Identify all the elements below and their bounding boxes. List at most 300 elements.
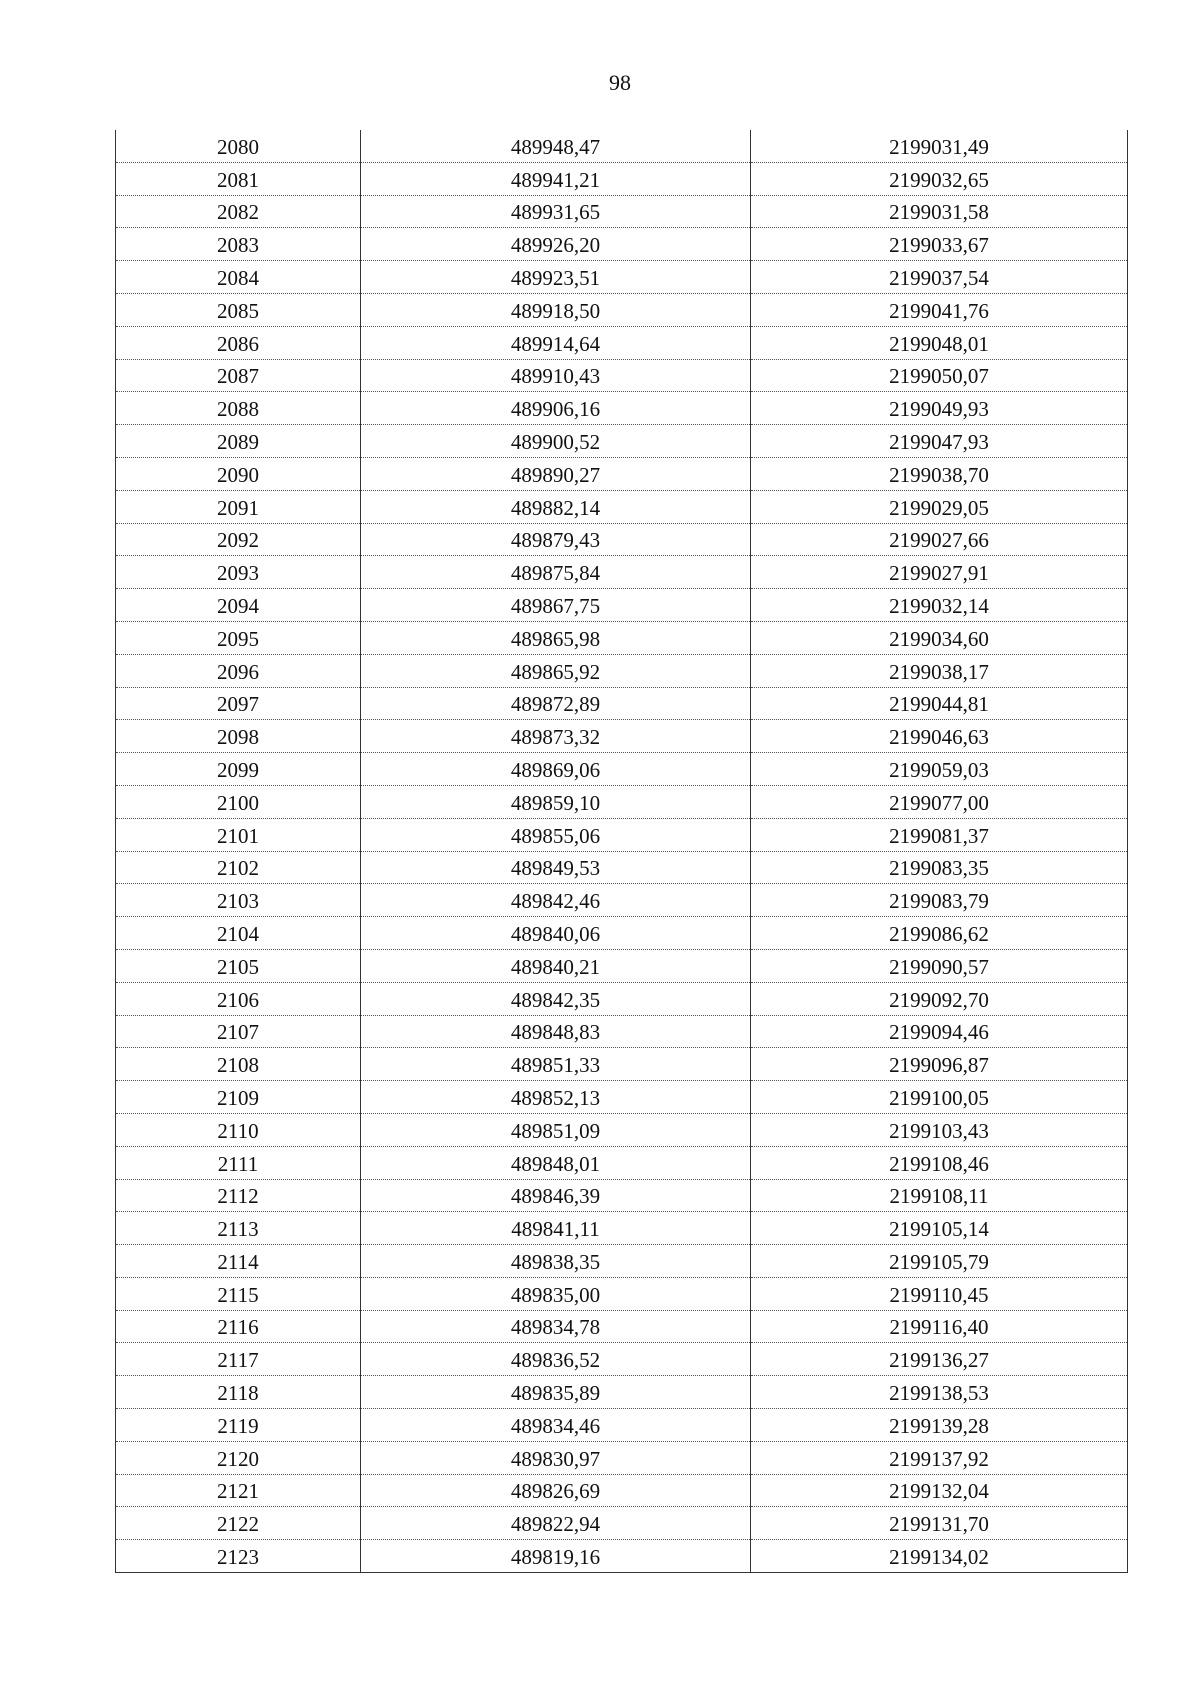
cell-text: 489848,01	[510, 1151, 601, 1176]
cell-text: 2122	[217, 1512, 259, 1537]
y-coordinate-cell	[751, 654, 1128, 687]
cell-text: 2199034,60	[889, 626, 989, 651]
cell-text: 2199083,79	[889, 889, 989, 914]
point-number-cell	[116, 1113, 361, 1146]
point-number-cell	[116, 359, 361, 392]
point-number-cell	[116, 1310, 361, 1343]
cell-text: 489852,13	[510, 1085, 601, 1110]
x-coordinate-cell	[361, 457, 751, 490]
x-coordinate-cell	[361, 982, 751, 1015]
cell-text: 489910,43	[510, 364, 601, 389]
cell-text: 489914,64	[510, 331, 601, 356]
x-coordinate-cell	[361, 1048, 751, 1081]
cell-text: 2098	[217, 725, 259, 750]
table-row	[116, 753, 1128, 786]
cell-text: 2199037,54	[889, 265, 989, 290]
point-number-cell	[116, 949, 361, 982]
y-coordinate-cell	[751, 851, 1128, 884]
cell-text: 2199044,81	[889, 692, 989, 717]
cell-text: 489948,47	[510, 134, 601, 159]
cell-text: 489834,78	[510, 1315, 601, 1340]
cell-text: 2095	[217, 626, 259, 651]
cell-text: 2080	[217, 134, 259, 159]
y-coordinate-cell	[751, 1245, 1128, 1278]
cell-text: 2118	[217, 1381, 259, 1406]
table-row	[116, 917, 1128, 950]
cell-text: 489851,09	[510, 1118, 601, 1143]
cell-text: 2199138,53	[889, 1381, 989, 1406]
table-row	[116, 1179, 1128, 1212]
cell-text: 2083	[217, 233, 259, 258]
cell-text: 2101	[217, 823, 259, 848]
x-coordinate-cell	[361, 1540, 751, 1573]
cell-text: 489841,11	[511, 1217, 600, 1242]
y-coordinate-cell	[751, 195, 1128, 228]
cell-text: 2199032,65	[889, 167, 989, 192]
cell-text: 2199046,63	[889, 725, 989, 750]
cell-text: 2099	[217, 757, 259, 782]
cell-text: 2111	[217, 1151, 259, 1176]
cell-text: 489851,33	[510, 1053, 601, 1078]
table-row	[116, 195, 1128, 228]
point-number-cell	[116, 326, 361, 359]
table-row	[116, 1146, 1128, 1179]
table-row	[116, 1245, 1128, 1278]
y-coordinate-cell	[751, 556, 1128, 589]
cell-text: 2199137,92	[889, 1446, 989, 1471]
cell-text: 2102	[217, 856, 259, 881]
cell-text: 2199083,35	[889, 856, 989, 881]
y-coordinate-cell	[751, 326, 1128, 359]
y-coordinate-cell	[751, 818, 1128, 851]
point-number-cell	[116, 720, 361, 753]
y-coordinate-cell	[751, 1113, 1128, 1146]
x-coordinate-cell	[361, 1409, 751, 1442]
cell-text: 2085	[217, 298, 259, 323]
cell-text: 2089	[217, 429, 259, 454]
table-row	[116, 425, 1128, 458]
table-row	[116, 1409, 1128, 1442]
cell-text: 489846,39	[510, 1184, 601, 1209]
cell-text: 2120	[217, 1446, 259, 1471]
point-number-cell	[116, 753, 361, 786]
point-number-cell	[116, 1474, 361, 1507]
cell-text: 2199105,14	[889, 1217, 989, 1242]
y-coordinate-cell	[751, 1310, 1128, 1343]
cell-text: 489879,43	[510, 528, 601, 553]
table-row	[116, 162, 1128, 195]
y-coordinate-cell	[751, 589, 1128, 622]
cell-text: 2107	[217, 1020, 259, 1045]
point-number-cell	[116, 1507, 361, 1540]
cell-text: 489842,46	[510, 889, 601, 914]
y-coordinate-cell	[751, 884, 1128, 917]
point-number-cell	[116, 392, 361, 425]
page-number: 98	[609, 70, 631, 95]
cell-text: 2199031,49	[889, 134, 989, 159]
cell-text: 489848,83	[510, 1020, 601, 1045]
cell-text: 489875,84	[510, 561, 601, 586]
point-number-cell	[116, 1146, 361, 1179]
table-row	[116, 326, 1128, 359]
x-coordinate-cell	[361, 949, 751, 982]
y-coordinate-cell	[751, 982, 1128, 1015]
x-coordinate-cell	[361, 261, 751, 294]
cell-text: 2116	[217, 1315, 259, 1340]
cell-text: 2199050,07	[889, 364, 989, 389]
cell-text: 489838,35	[510, 1249, 601, 1274]
x-coordinate-cell	[361, 523, 751, 556]
cell-text: 2199086,62	[889, 921, 989, 946]
cell-text: 489906,16	[510, 397, 601, 422]
x-coordinate-cell	[361, 785, 751, 818]
cell-text: 2199031,58	[889, 200, 989, 225]
table-row	[116, 720, 1128, 753]
table-row	[116, 490, 1128, 523]
point-number-cell	[116, 490, 361, 523]
cell-text: 2199032,14	[889, 593, 989, 618]
x-coordinate-cell	[361, 884, 751, 917]
x-coordinate-cell	[361, 1212, 751, 1245]
cell-text: 2199116,40	[889, 1315, 989, 1340]
point-number-cell	[116, 261, 361, 294]
y-coordinate-cell	[751, 490, 1128, 523]
cell-text: 2119	[217, 1413, 259, 1438]
cell-text: 489835,89	[510, 1381, 601, 1406]
cell-text: 2199108,46	[889, 1151, 989, 1176]
y-coordinate-cell	[751, 293, 1128, 326]
x-coordinate-cell	[361, 130, 751, 162]
point-number-cell	[116, 523, 361, 556]
cell-text: 2113	[217, 1217, 259, 1242]
cell-text: 2199103,43	[889, 1118, 989, 1143]
cell-text: 2097	[217, 692, 259, 717]
cell-text: 2104	[217, 921, 259, 946]
cell-text: 489865,92	[510, 659, 601, 684]
y-coordinate-cell	[751, 261, 1128, 294]
point-number-cell	[116, 1409, 361, 1442]
point-number-cell	[116, 917, 361, 950]
cell-text: 489869,06	[510, 757, 601, 782]
table-row	[116, 1343, 1128, 1376]
y-coordinate-cell	[751, 1474, 1128, 1507]
cell-text: 2108	[217, 1053, 259, 1078]
x-coordinate-cell	[361, 1507, 751, 1540]
table-row	[116, 228, 1128, 261]
table-row	[116, 457, 1128, 490]
cell-text: 2199077,00	[889, 790, 989, 815]
cell-text: 489873,32	[510, 725, 601, 750]
point-number-cell	[116, 851, 361, 884]
table-row	[116, 1441, 1128, 1474]
cell-text: 2199105,79	[889, 1249, 989, 1274]
x-coordinate-cell	[361, 917, 751, 950]
cell-text: 2199027,66	[889, 528, 989, 553]
y-coordinate-cell	[751, 359, 1128, 392]
x-coordinate-cell	[361, 392, 751, 425]
table-row	[116, 293, 1128, 326]
table-row	[116, 851, 1128, 884]
cell-text: 489822,94	[510, 1512, 601, 1537]
cell-text: 489859,10	[510, 790, 601, 815]
cell-text: 2096	[217, 659, 259, 684]
point-number-cell	[116, 982, 361, 1015]
cell-text: 2103	[217, 889, 259, 914]
cell-text: 489931,65	[510, 200, 601, 225]
x-coordinate-cell	[361, 556, 751, 589]
x-coordinate-cell	[361, 1376, 751, 1409]
cell-text: 489900,52	[510, 429, 601, 454]
y-coordinate-cell	[751, 949, 1128, 982]
y-coordinate-cell	[751, 1507, 1128, 1540]
coordinates-table-body	[116, 130, 1128, 1573]
point-number-cell	[116, 130, 361, 162]
x-coordinate-cell	[361, 1343, 751, 1376]
x-coordinate-cell	[361, 293, 751, 326]
cell-text: 2088	[217, 397, 259, 422]
y-coordinate-cell	[751, 457, 1128, 490]
x-coordinate-cell	[361, 425, 751, 458]
cell-text: 489865,98	[510, 626, 601, 651]
cell-text: 489882,14	[510, 495, 601, 520]
x-coordinate-cell	[361, 654, 751, 687]
cell-text: 2199047,93	[889, 429, 989, 454]
cell-text: 489840,06	[510, 921, 601, 946]
cell-text: 2121	[217, 1479, 259, 1504]
point-number-cell	[116, 195, 361, 228]
cell-text: 2199038,17	[889, 659, 989, 684]
cell-text: 489819,16	[510, 1545, 601, 1570]
table-row	[116, 949, 1128, 982]
x-coordinate-cell	[361, 195, 751, 228]
cell-text: 2082	[217, 200, 259, 225]
cell-text: 2199090,57	[889, 954, 989, 979]
cell-text: 489855,06	[510, 823, 601, 848]
y-coordinate-cell	[751, 425, 1128, 458]
x-coordinate-cell	[361, 326, 751, 359]
y-coordinate-cell	[751, 1540, 1128, 1573]
cell-text: 2112	[217, 1184, 259, 1209]
cell-text: 2199048,01	[889, 331, 989, 356]
point-number-cell	[116, 1179, 361, 1212]
table-row	[116, 884, 1128, 917]
x-coordinate-cell	[361, 818, 751, 851]
point-number-cell	[116, 1015, 361, 1048]
table-row	[116, 392, 1128, 425]
cell-text: 2086	[217, 331, 259, 356]
point-number-cell	[116, 785, 361, 818]
cell-text: 2094	[217, 593, 259, 618]
y-coordinate-cell	[751, 228, 1128, 261]
cell-text: 2199108,11	[889, 1184, 989, 1209]
cell-text: 2091	[217, 495, 259, 520]
y-coordinate-cell	[751, 1212, 1128, 1245]
cell-text: 489834,46	[510, 1413, 601, 1438]
cell-text: 489842,35	[510, 987, 601, 1012]
cell-text: 489840,21	[510, 954, 601, 979]
point-number-cell	[116, 556, 361, 589]
cell-text: 2199049,93	[889, 397, 989, 422]
x-coordinate-cell	[361, 1277, 751, 1310]
cell-text: 2100	[217, 790, 259, 815]
y-coordinate-cell	[751, 720, 1128, 753]
cell-text: 2115	[217, 1282, 259, 1307]
cell-text: 2081	[217, 167, 259, 192]
y-coordinate-cell	[751, 687, 1128, 720]
table-row	[116, 1540, 1128, 1573]
x-coordinate-cell	[361, 1146, 751, 1179]
table-row	[116, 1113, 1128, 1146]
table-row	[116, 621, 1128, 654]
y-coordinate-cell	[751, 1081, 1128, 1114]
table-row	[116, 556, 1128, 589]
point-number-cell	[116, 457, 361, 490]
x-coordinate-cell	[361, 589, 751, 622]
x-coordinate-cell	[361, 1310, 751, 1343]
cell-text: 489826,69	[510, 1479, 601, 1504]
cell-text: 2199027,91	[889, 561, 989, 586]
cell-text: 2199139,28	[889, 1413, 989, 1438]
point-number-cell	[116, 654, 361, 687]
point-number-cell	[116, 1212, 361, 1245]
x-coordinate-cell	[361, 851, 751, 884]
x-coordinate-cell	[361, 1015, 751, 1048]
cell-text: 2105	[217, 954, 259, 979]
table-row	[116, 1310, 1128, 1343]
cell-text: 489830,97	[510, 1446, 601, 1471]
point-number-cell	[116, 884, 361, 917]
cell-text: 2117	[217, 1348, 259, 1373]
cell-text: 2114	[217, 1249, 259, 1274]
point-number-cell	[116, 1540, 361, 1573]
x-coordinate-cell	[361, 621, 751, 654]
point-number-cell	[116, 1441, 361, 1474]
cell-text: 2199092,70	[889, 987, 989, 1012]
y-coordinate-cell	[751, 1441, 1128, 1474]
cell-text: 489835,00	[510, 1282, 601, 1307]
cell-text: 2199131,70	[889, 1512, 989, 1537]
y-coordinate-cell	[751, 1343, 1128, 1376]
cell-text: 2199041,76	[889, 298, 989, 323]
table-row	[116, 687, 1128, 720]
y-coordinate-cell	[751, 392, 1128, 425]
cell-text: 2110	[217, 1118, 259, 1143]
table-row	[116, 785, 1128, 818]
table-row	[116, 1277, 1128, 1310]
point-number-cell	[116, 425, 361, 458]
cell-text: 489923,51	[510, 265, 601, 290]
table-row	[116, 1048, 1128, 1081]
table-row	[116, 1474, 1128, 1507]
cell-text: 2092	[217, 528, 259, 553]
cell-text: 2084	[217, 265, 259, 290]
y-coordinate-cell	[751, 785, 1128, 818]
point-number-cell	[116, 818, 361, 851]
y-coordinate-cell	[751, 1409, 1128, 1442]
cell-text: 489918,50	[510, 298, 601, 323]
table-row	[116, 359, 1128, 392]
cell-text: 2090	[217, 462, 259, 487]
x-coordinate-cell	[361, 1441, 751, 1474]
cell-text: 2199081,37	[889, 823, 989, 848]
x-coordinate-cell	[361, 228, 751, 261]
cell-text: 2199059,03	[889, 757, 989, 782]
cell-text: 2093	[217, 561, 259, 586]
x-coordinate-cell	[361, 1179, 751, 1212]
x-coordinate-cell	[361, 753, 751, 786]
y-coordinate-cell	[751, 1048, 1128, 1081]
cell-text: 489941,21	[510, 167, 601, 192]
cell-text: 2199136,27	[889, 1348, 989, 1373]
cell-text: 489867,75	[510, 593, 601, 618]
cell-text: 2199110,45	[889, 1282, 989, 1307]
x-coordinate-cell	[361, 1113, 751, 1146]
point-number-cell	[116, 228, 361, 261]
x-coordinate-cell	[361, 490, 751, 523]
x-coordinate-cell	[361, 1081, 751, 1114]
cell-text: 2199134,02	[889, 1545, 989, 1570]
table-row	[116, 523, 1128, 556]
y-coordinate-cell	[751, 162, 1128, 195]
point-number-cell	[116, 1277, 361, 1310]
table-row	[116, 130, 1128, 162]
cell-text: 2199033,67	[889, 233, 989, 258]
point-number-cell	[116, 621, 361, 654]
table-row	[116, 1081, 1128, 1114]
y-coordinate-cell	[751, 1277, 1128, 1310]
point-number-cell	[116, 1376, 361, 1409]
cell-text: 2199094,46	[889, 1020, 989, 1045]
y-coordinate-cell	[751, 621, 1128, 654]
point-number-cell	[116, 1048, 361, 1081]
cell-text: 2123	[217, 1545, 259, 1570]
y-coordinate-cell	[751, 1146, 1128, 1179]
y-coordinate-cell	[751, 917, 1128, 950]
y-coordinate-cell	[751, 130, 1128, 162]
cell-text: 2199132,04	[889, 1479, 989, 1504]
point-number-cell	[116, 1245, 361, 1278]
point-number-cell	[116, 293, 361, 326]
x-coordinate-cell	[361, 687, 751, 720]
table-row	[116, 1212, 1128, 1245]
cell-text: 2106	[217, 987, 259, 1012]
cell-text: 2199029,05	[889, 495, 989, 520]
point-number-cell	[116, 589, 361, 622]
cell-text: 489890,27	[510, 462, 601, 487]
cell-text: 2109	[217, 1085, 259, 1110]
cell-text: 2199100,05	[889, 1085, 989, 1110]
point-number-cell	[116, 687, 361, 720]
table-row	[116, 261, 1128, 294]
cell-text: 489926,20	[510, 233, 601, 258]
table-row	[116, 589, 1128, 622]
x-coordinate-cell	[361, 720, 751, 753]
cell-text: 2199038,70	[889, 462, 989, 487]
coordinates-table	[115, 130, 1128, 1573]
point-number-cell	[116, 1343, 361, 1376]
x-coordinate-cell	[361, 1245, 751, 1278]
point-number-cell	[116, 162, 361, 195]
table-row	[116, 654, 1128, 687]
cell-text: 489849,53	[510, 856, 601, 881]
y-coordinate-cell	[751, 1376, 1128, 1409]
table-row	[116, 1507, 1128, 1540]
cell-text: 2087	[217, 364, 259, 389]
x-coordinate-cell	[361, 1474, 751, 1507]
x-coordinate-cell	[361, 359, 751, 392]
y-coordinate-cell	[751, 753, 1128, 786]
cell-text: 489836,52	[510, 1348, 601, 1373]
